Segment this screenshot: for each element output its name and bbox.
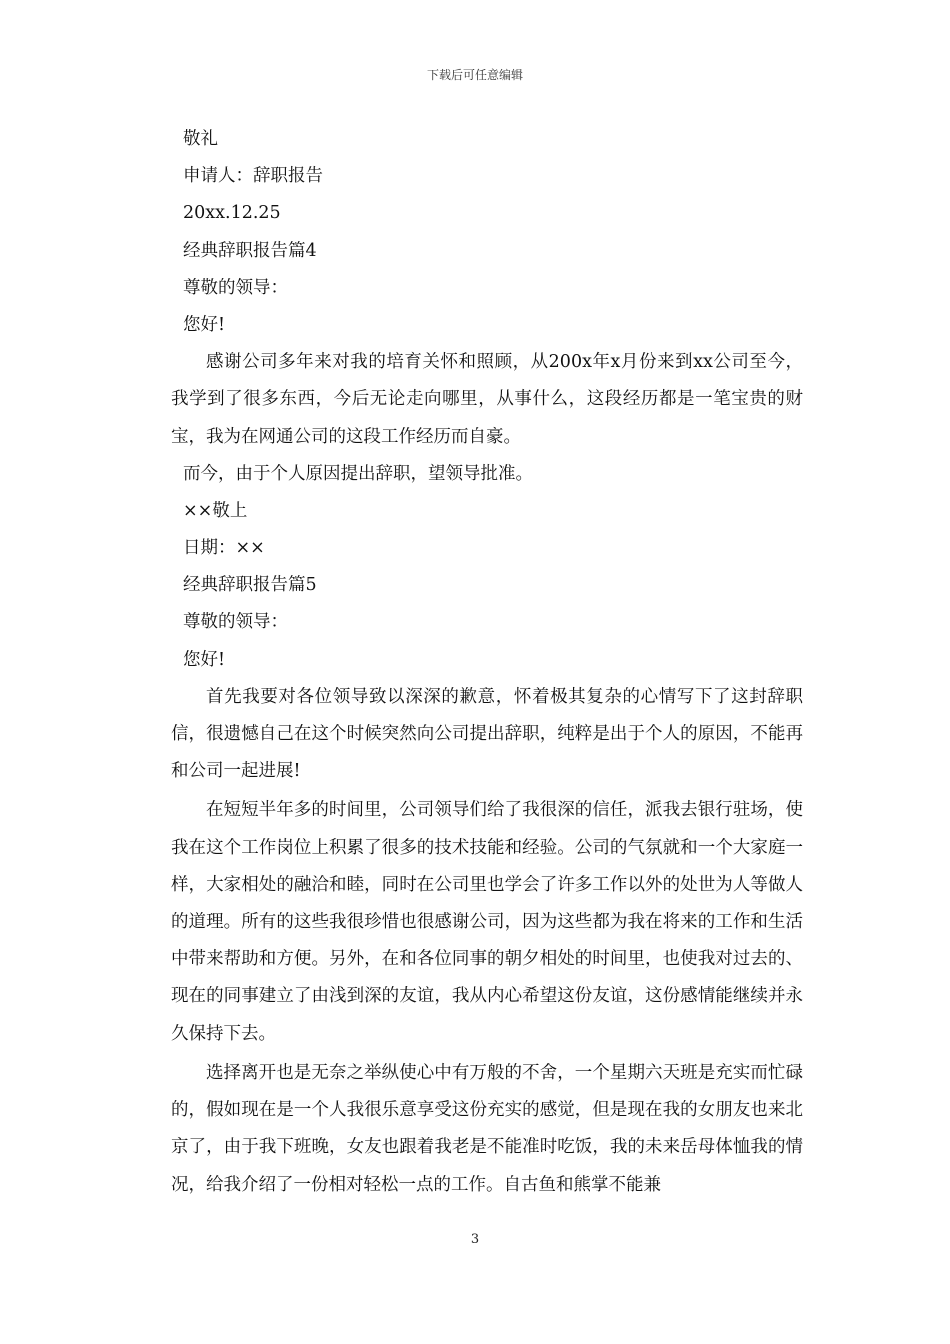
page-number: 3: [470, 1232, 480, 1247]
document-body: [171, 121, 803, 1204]
signature-date-line: 日期：××: [183, 538, 265, 559]
paragraph: 首先我要对各位领导致以深深的歉意，怀着极其复杂的心情写下了这封辞职信，很遗憾自己在这个时候突然向公司提出辞职，纯粹是出于个人的原因，不能再和公司一起进展!: [171, 686, 803, 782]
page-header-note: 下载后可任意编辑: [426, 68, 523, 82]
signature-line: ××敬上: [183, 500, 248, 521]
greeting-line: 尊敬的领导：: [183, 612, 288, 633]
hello-line: 您好!: [183, 649, 226, 670]
applicant-line: 申请人：辞职报告: [183, 166, 323, 187]
section-heading-4: 经典辞职报告篇4: [183, 240, 317, 261]
section-heading-5: 经典辞职报告篇5: [183, 575, 317, 596]
paragraph: 在短短半年多的时间里，公司领导们给了我很深的信任，派我去银行驻场，使我在这个工作岗位上积累了很多的技术技能和经验。公司的气氛就和一个大家庭一样，大家相处的融洽和睦，同时在公司里也学会了许多工作以外的处世为人等做人的道理。所有的这些我很珍惜也很感谢公司，因为这些都为我在将来的工作和生活中带来帮助和方便。另外，在和各位同事的朝夕相处的时间里，也使我对过去的、现在的同事建立了由浅到深的友谊，我从内心希望这份友谊，这份感情能继续并永久保持下去。: [171, 800, 803, 1044]
date-line: 20xx.12.25: [183, 203, 281, 224]
closing-salutation: 敬礼: [183, 129, 218, 149]
request-line: 而今，由于个人原因提出辞职，望领导批准。: [183, 463, 533, 484]
hello-line: 您好!: [183, 314, 226, 335]
paragraph: 选择离开也是无奈之举纵使心中有万般的不舍，一个星期六天班是充实而忙碌的，假如现在是一个人我很乐意享受这份充实的感觉，但是现在我的女朋友也来北京了，由于我下班晚，女友也跟着我老是不能准时吃饭，我的未来岳母体恤我的情况，给我介绍了一份相对轻松一点的工作。自古鱼和熊掌不能兼: [171, 1062, 803, 1195]
paragraph: 感谢公司多年来对我的培育关怀和照顾，从200x年x月份来到xx公司至今，我学到了很多东西，今后无论走向哪里，从事什么，这段经历都是一笔宝贵的财宝，我为在网通公司的这段工作经历而自豪。: [171, 352, 803, 447]
greeting-line: 尊敬的领导：: [183, 277, 288, 298]
